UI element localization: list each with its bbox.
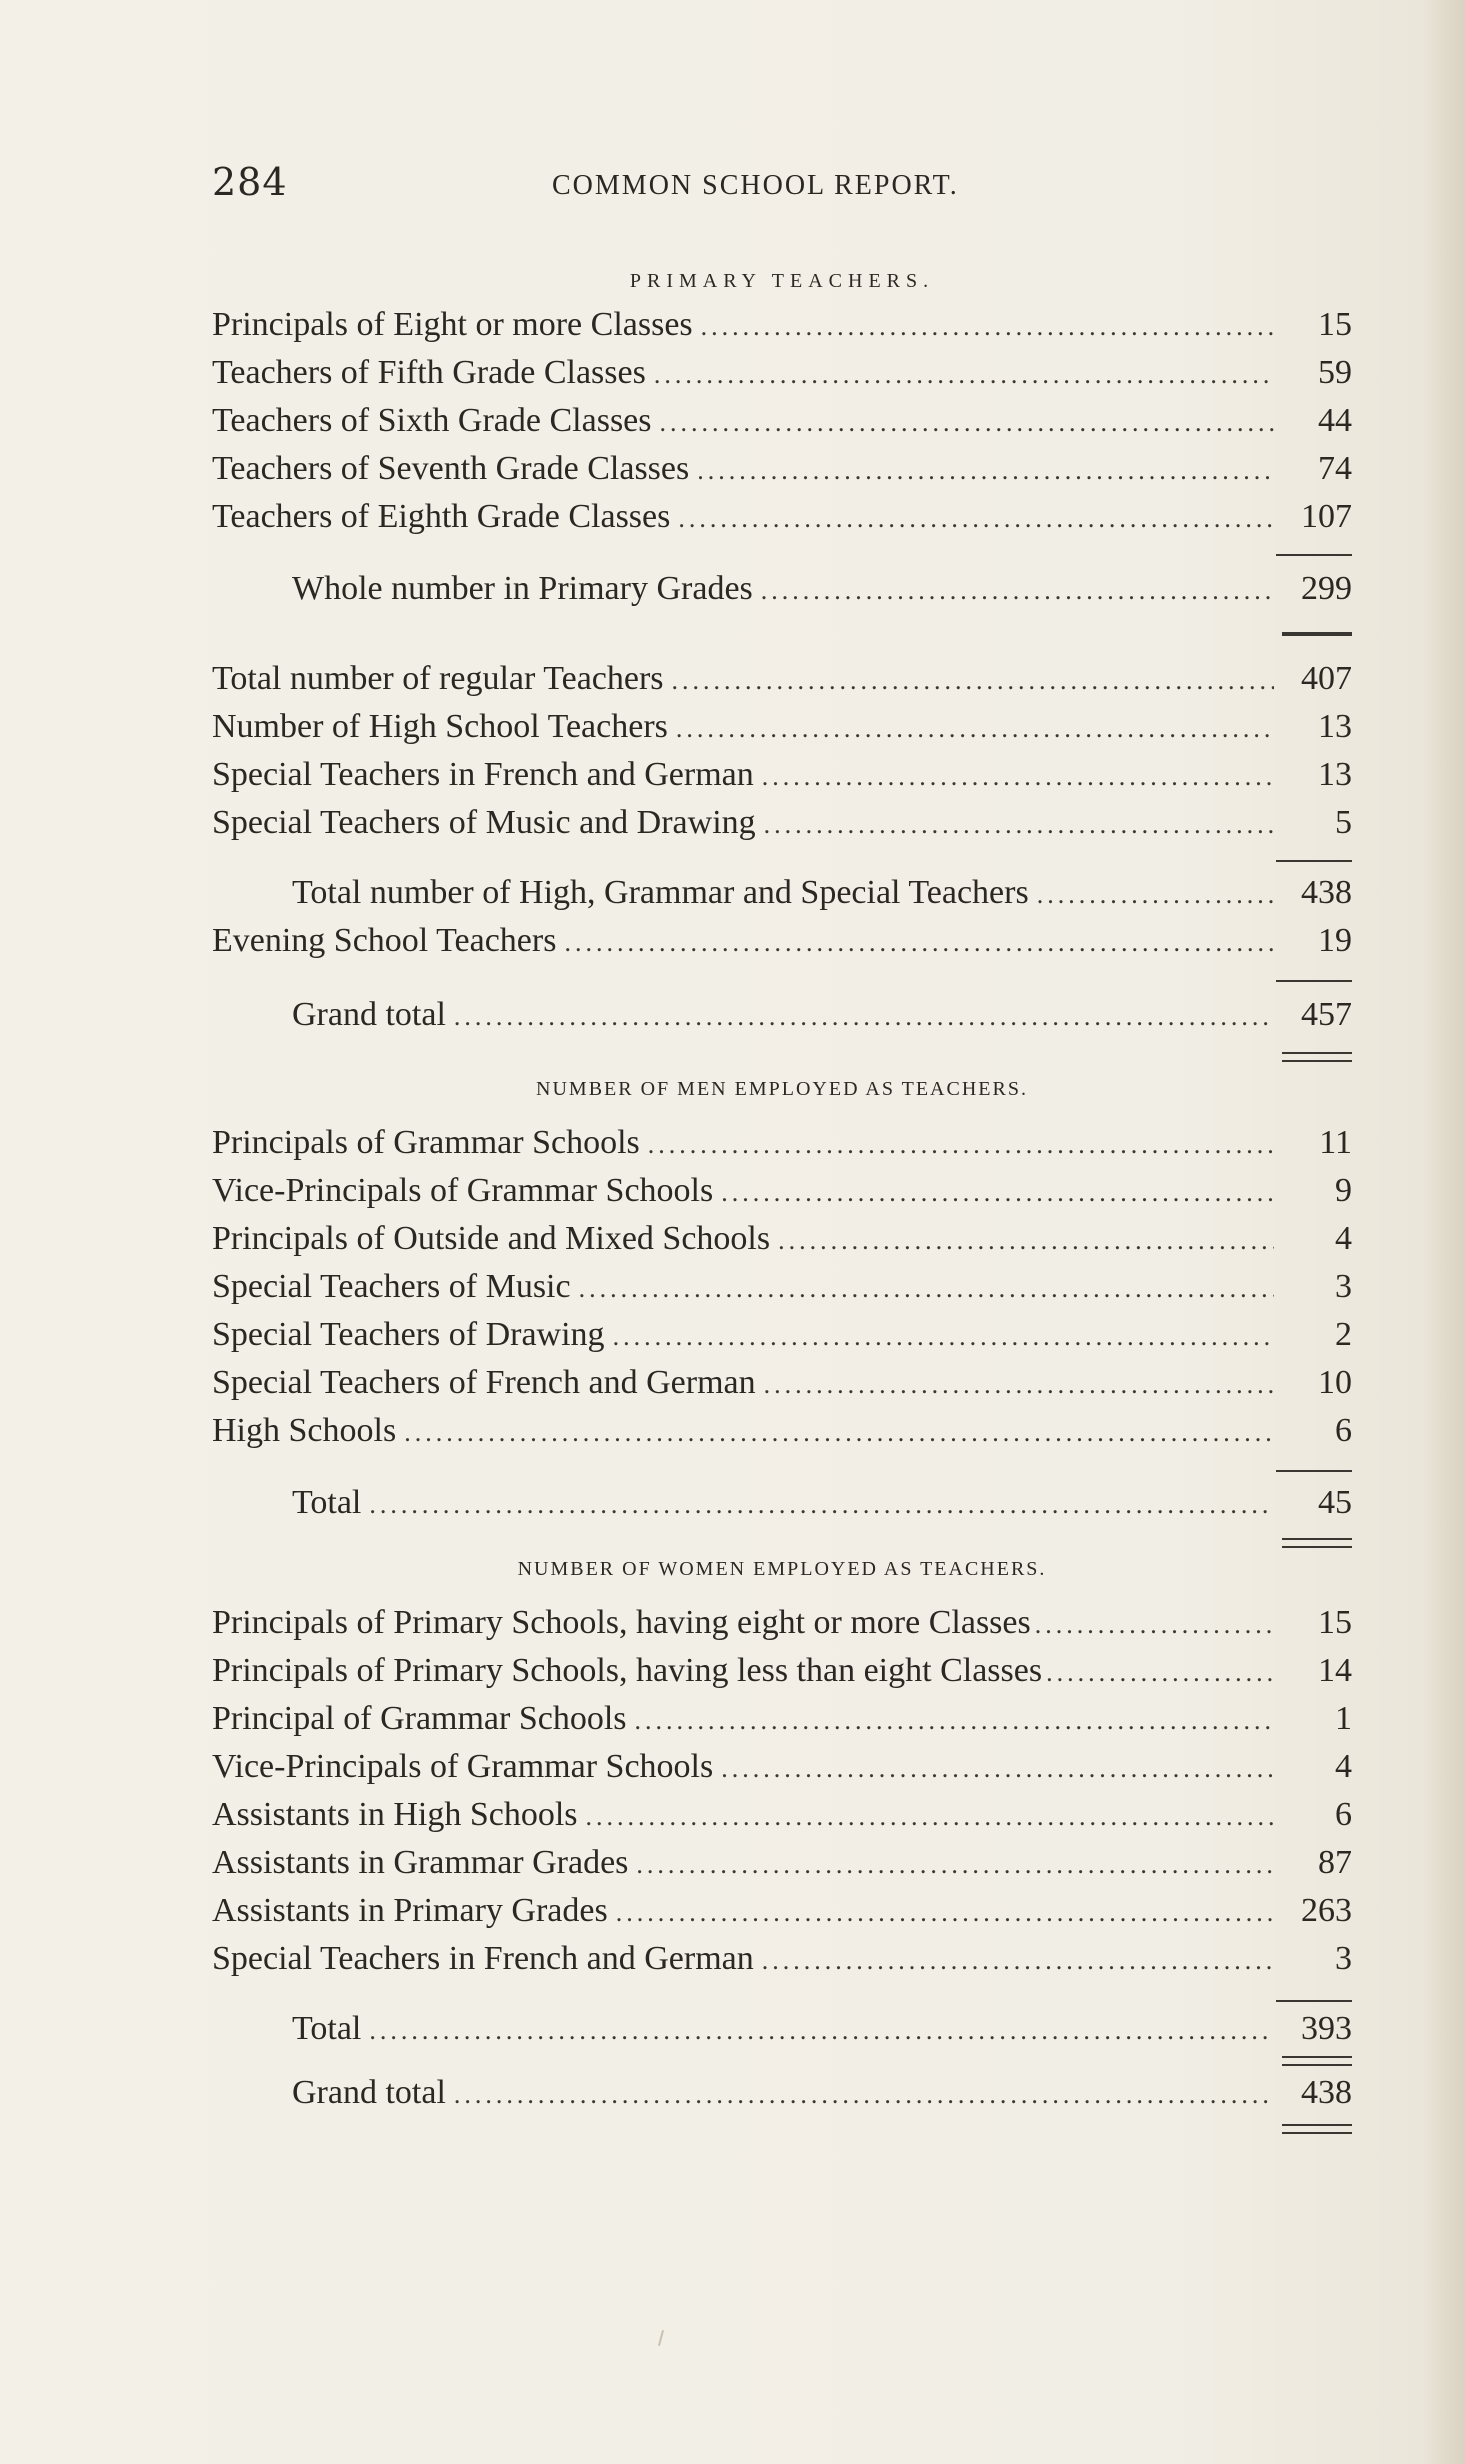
dot-leader xyxy=(369,1490,1274,1520)
row-value: 74 xyxy=(1318,450,1352,487)
sum-rule-double xyxy=(1282,2056,1352,2066)
row-label: Vice-Principals of Grammar Schools xyxy=(212,1748,714,1785)
table-row xyxy=(212,1412,1352,1456)
dot-leader xyxy=(1037,880,1274,910)
row-label: Special Teachers of Music xyxy=(212,1268,571,1305)
table-row xyxy=(212,660,1352,704)
row-value: 11 xyxy=(1319,1124,1352,1161)
row-label: Total xyxy=(292,1484,362,1521)
row-value: 13 xyxy=(1318,756,1352,793)
closing-rule xyxy=(1282,632,1352,636)
row-value: 6 xyxy=(1335,1412,1352,1449)
row-label: Number of High School Teachers xyxy=(212,708,668,745)
dot-leader xyxy=(697,456,1274,486)
sum-rule xyxy=(1276,2000,1352,2002)
row-value: 438 xyxy=(1301,2074,1352,2111)
dot-leader xyxy=(678,504,1274,534)
table-row xyxy=(212,708,1352,752)
table-row-total xyxy=(212,2010,1352,2054)
table-row-total xyxy=(212,1484,1352,1528)
row-value: 1 xyxy=(1335,1700,1352,1737)
table-row xyxy=(212,1316,1352,1360)
dot-leader xyxy=(764,810,1274,840)
row-value: 457 xyxy=(1301,996,1352,1033)
dot-leader xyxy=(761,576,1274,606)
dot-leader xyxy=(654,360,1274,390)
table-row xyxy=(212,1892,1352,1936)
table-row xyxy=(212,1364,1352,1408)
dot-leader xyxy=(721,1754,1274,1784)
row-label: Whole number in Primary Grades xyxy=(292,570,753,607)
table-row-subtotal xyxy=(212,874,1352,918)
table-row xyxy=(212,1268,1352,1312)
dot-leader xyxy=(369,2016,1274,2046)
table-row xyxy=(212,450,1352,494)
row-value: 9 xyxy=(1335,1172,1352,1209)
row-value: 6 xyxy=(1335,1796,1352,1833)
row-label: Assistants in High Schools xyxy=(212,1796,578,1833)
dot-leader xyxy=(762,762,1274,792)
table-row-grand-total xyxy=(212,2074,1352,2118)
dot-leader xyxy=(1046,1658,1278,1688)
row-label: Special Teachers of French and German xyxy=(212,1364,756,1401)
row-value: 407 xyxy=(1301,660,1352,697)
dot-leader xyxy=(676,714,1274,744)
row-label: Assistants in Grammar Grades xyxy=(212,1844,629,1881)
section-heading-primary: PRIMARY TEACHERS. xyxy=(629,270,935,292)
table-row xyxy=(212,402,1352,446)
dot-leader xyxy=(635,1706,1274,1736)
row-label: Teachers of Eighth Grade Classes xyxy=(212,498,671,535)
table-row xyxy=(212,354,1352,398)
row-label: Vice-Principals of Grammar Schools xyxy=(212,1172,714,1209)
dot-leader xyxy=(1035,1610,1278,1640)
dot-leader xyxy=(613,1322,1274,1352)
dot-leader xyxy=(454,2080,1274,2110)
closing-rule xyxy=(1282,2124,1352,2134)
row-value: 59 xyxy=(1318,354,1352,391)
row-value: 13 xyxy=(1318,708,1352,745)
dot-leader xyxy=(648,1130,1274,1160)
row-value: 87 xyxy=(1318,1844,1352,1881)
dot-leader xyxy=(616,1898,1274,1928)
paper-blemish xyxy=(658,2330,664,2346)
dot-leader xyxy=(636,1850,1274,1880)
row-value: 438 xyxy=(1301,874,1352,911)
row-label: Total number of High, Grammar and Special Teachers xyxy=(292,874,1029,911)
table-row xyxy=(212,1124,1352,1168)
row-value: 15 xyxy=(1318,1604,1352,1641)
row-label: Principals of Grammar Schools xyxy=(212,1124,640,1161)
row-label: Special Teachers of Drawing xyxy=(212,1316,605,1353)
table-row xyxy=(212,306,1352,350)
section-heading-men: NUMBER OF MEN EMPLOYED AS TEACHERS. xyxy=(536,1078,1028,1100)
sum-rule xyxy=(1276,860,1352,862)
table-row xyxy=(212,498,1352,542)
sum-rule xyxy=(1276,1470,1352,1472)
dot-leader xyxy=(762,1946,1274,1976)
closing-rule xyxy=(1282,1052,1352,1062)
row-label: Teachers of Sixth Grade Classes xyxy=(212,402,652,439)
row-label: Special Teachers in French and German xyxy=(212,1940,754,1977)
table-row xyxy=(212,1700,1352,1744)
table-row xyxy=(212,1940,1352,1984)
row-value: 3 xyxy=(1335,1268,1352,1305)
sum-rule xyxy=(1276,554,1352,556)
row-value: 393 xyxy=(1301,2010,1352,2047)
row-label: Teachers of Seventh Grade Classes xyxy=(212,450,690,487)
table-row xyxy=(212,1172,1352,1216)
table-row xyxy=(212,1796,1352,1840)
dot-leader xyxy=(764,1370,1274,1400)
row-value: 14 xyxy=(1318,1652,1352,1689)
row-value: 2 xyxy=(1335,1316,1352,1353)
running-head: COMMON SCHOOL REPORT. xyxy=(552,170,959,201)
table-row xyxy=(212,756,1352,800)
page-number: 284 xyxy=(212,160,288,204)
row-label: Evening School Teachers xyxy=(212,922,557,959)
row-label: Total number of regular Teachers xyxy=(212,660,664,697)
row-value: 4 xyxy=(1335,1220,1352,1257)
row-label: Total xyxy=(292,2010,362,2047)
row-label: Grand total xyxy=(292,2074,446,2111)
dot-leader xyxy=(454,1002,1274,1032)
table-row xyxy=(212,804,1352,848)
dot-leader xyxy=(660,408,1275,438)
row-label: Principals of Primary Schools, having eight or more Classes xyxy=(212,1604,1031,1641)
row-label: Principals of Eight or more Classes xyxy=(212,306,693,343)
row-label: Teachers of Fifth Grade Classes xyxy=(212,354,646,391)
table-row-total xyxy=(212,570,1352,614)
row-value: 4 xyxy=(1335,1748,1352,1785)
row-value: 5 xyxy=(1335,804,1352,841)
page-header xyxy=(212,160,1352,210)
table-row xyxy=(212,1220,1352,1264)
dot-leader xyxy=(778,1226,1274,1256)
row-value: 44 xyxy=(1318,402,1352,439)
row-value: 3 xyxy=(1335,1940,1352,1977)
row-label: Grand total xyxy=(292,996,446,1033)
dot-leader xyxy=(721,1178,1274,1208)
row-value: 107 xyxy=(1301,498,1352,535)
row-label: Special Teachers of Music and Drawing xyxy=(212,804,756,841)
dot-leader xyxy=(701,312,1274,342)
table-row xyxy=(212,922,1352,966)
row-label: Principal of Grammar Schools xyxy=(212,1700,627,1737)
dot-leader xyxy=(564,928,1274,958)
section-heading-women: NUMBER OF WOMEN EMPLOYED AS TEACHERS. xyxy=(517,1558,1047,1580)
table-row xyxy=(212,1652,1352,1696)
row-value: 19 xyxy=(1318,922,1352,959)
table-row xyxy=(212,1604,1352,1648)
dot-leader xyxy=(579,1274,1274,1304)
row-value: 15 xyxy=(1318,306,1352,343)
row-label: Assistants in Primary Grades xyxy=(212,1892,608,1929)
dot-leader xyxy=(586,1802,1274,1832)
row-label: Principals of Primary Schools, having less than eight Classes xyxy=(212,1652,1043,1689)
dot-leader xyxy=(404,1418,1274,1448)
row-label: High Schools xyxy=(212,1412,397,1449)
row-value: 45 xyxy=(1318,1484,1352,1521)
row-value: 299 xyxy=(1301,570,1352,607)
dot-leader xyxy=(672,666,1274,696)
closing-rule xyxy=(1282,1538,1352,1548)
row-label: Special Teachers in French and German xyxy=(212,756,754,793)
row-label: Principals of Outside and Mixed Schools xyxy=(212,1220,771,1257)
sum-rule xyxy=(1276,980,1352,982)
table-row-grand-total xyxy=(212,996,1352,1040)
table-row xyxy=(212,1844,1352,1888)
row-value: 10 xyxy=(1318,1364,1352,1401)
row-value: 263 xyxy=(1301,1892,1352,1929)
table-row xyxy=(212,1748,1352,1792)
